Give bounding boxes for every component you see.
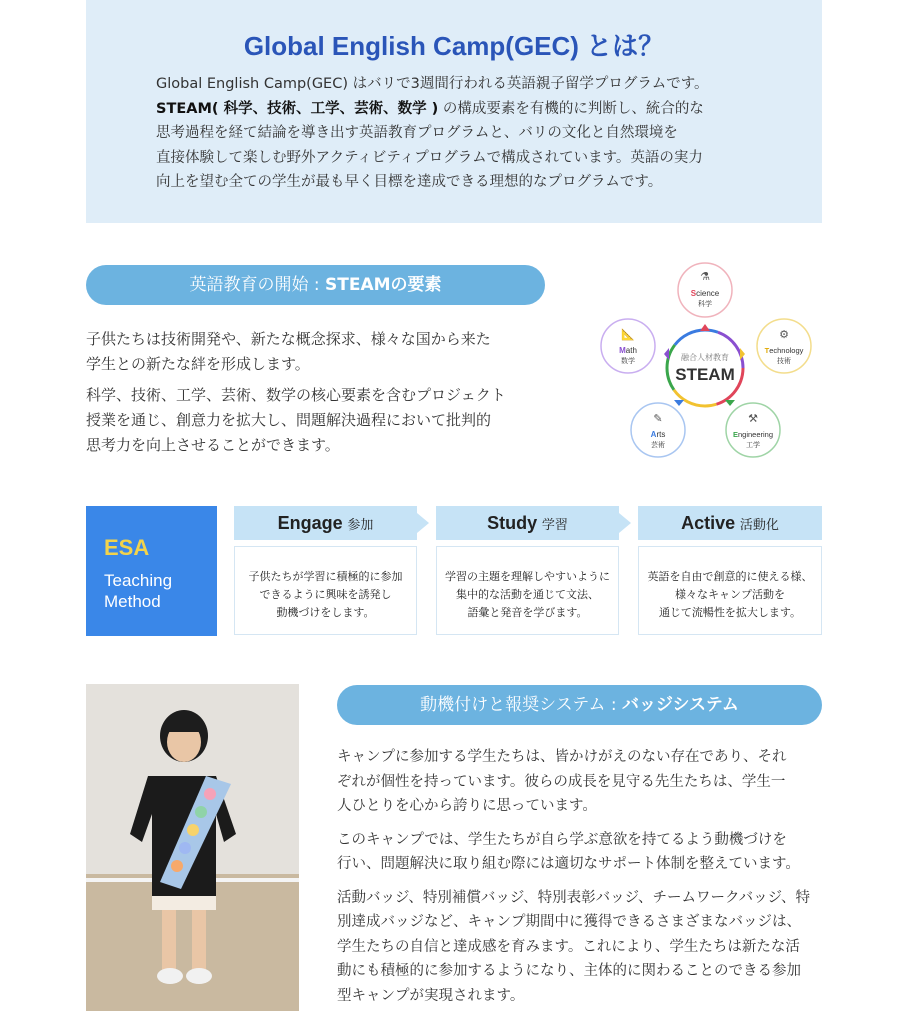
- pointer-triangle: [700, 324, 710, 331]
- child-illustration: [86, 684, 299, 1011]
- text-line: 動にも積極的に参加するようになり、主体的に関わることのできる参加: [337, 963, 801, 979]
- text-line: 学生との新たな絆を形成します。: [86, 355, 310, 373]
- intro-line: 直接体験して楽しむ野外アクティビティプログラムで構成されています。英語の実力: [156, 149, 703, 166]
- intro-line: 思考過程を経て結論を導き出す英語教育プログラムと、バリの文化と自然環境を: [156, 125, 678, 141]
- text-line: 子供たちは技術開発や、新たな概念探求、様々な国から来た: [86, 330, 491, 348]
- steam-section-heading: [86, 265, 545, 305]
- intro-title: Global English Camp(GEC) とは？: [243, 31, 665, 61]
- science-node: [678, 263, 732, 317]
- center-small-label: 融合人材教育: [681, 353, 729, 362]
- node-label: Math: [619, 346, 637, 355]
- text-line: ぞれが個性を持っています。彼らの成長を見守る先生たちは、学生一: [337, 773, 786, 790]
- intro-line-rest: の構成要素を有機的に判断し、統合的な: [438, 100, 704, 117]
- badge-section-heading: [337, 685, 822, 725]
- text-line: キャンプに参加する学生たちは、皆かけがえのない存在であり、それ: [337, 749, 787, 765]
- stage-active-body: [638, 546, 822, 635]
- stage-study-header: [436, 506, 619, 540]
- esa-sub-line: Teaching: [104, 571, 173, 590]
- node-label: Technology: [764, 346, 804, 355]
- steam-paragraph: [86, 327, 556, 377]
- esa-subtitle: [104, 570, 172, 612]
- text-line: 学生たちの自信と達成感を育みます。これにより、学生たちは新たな活: [337, 938, 800, 955]
- stage-engage-body: [234, 546, 417, 635]
- text-line: 別達成バッジなど、キャンプ期間中に獲得できるさまざまなバッジは、: [337, 914, 801, 930]
- stage-jp: 学習: [541, 518, 568, 533]
- stage-active-header: [638, 506, 822, 540]
- text-line: このキャンプでは、学生たちが自ら学ぶ意欲を持てるよう動機づけを: [337, 831, 787, 848]
- arts-node: [631, 403, 685, 457]
- text-line: 思考力を向上させることができます。: [86, 436, 340, 454]
- stage-line: 動機づけをします。: [276, 606, 375, 619]
- heading-bold: バッジシステム: [621, 695, 739, 715]
- arrow-icon: [619, 513, 631, 533]
- stage-line: 通じて流暢性を拡大します。: [658, 606, 802, 619]
- heading-bold: STEAMの要素: [325, 275, 442, 295]
- steam-description: [86, 327, 556, 464]
- steam-bold-text: STEAM( 科学、技術、工学、芸術、数学 ): [156, 100, 439, 117]
- steam-paragraph: [86, 383, 556, 458]
- stage-en: Active: [681, 513, 736, 533]
- node-label: Science: [690, 289, 720, 298]
- intro-paragraph: [156, 72, 756, 195]
- intro-section: [86, 0, 822, 223]
- heading-plain: 英語教育の開始 :: [189, 275, 325, 295]
- stage-line: 子供たちが学習に積極的に参加: [248, 570, 403, 583]
- engineering-node: [726, 403, 780, 457]
- stage-study-body: [436, 546, 619, 635]
- node-jp: 工学: [746, 441, 760, 449]
- text-line: 型キャンプが実現されます。: [337, 987, 525, 1004]
- intro-line: [156, 97, 756, 122]
- palette-icon: ✎: [653, 412, 663, 425]
- robot-icon: ⚙: [779, 328, 789, 341]
- arrow-icon: [417, 513, 429, 533]
- machine-icon: ⚒: [748, 412, 758, 425]
- stage-en: Study: [487, 513, 538, 533]
- intro-line: Global English Camp(GEC) はバリで3週間行われる英語親子留学プログラムです。: [156, 76, 709, 92]
- esa-box: [86, 506, 217, 636]
- node-label: Arts: [650, 430, 666, 439]
- stage-line: 英語を自由で創意的に使える様、: [647, 570, 813, 583]
- esa-sub-line: Method: [104, 592, 161, 611]
- text-line: 科学、技術、工学、芸術、数学の核心要素を含むプロジェクト: [86, 386, 506, 404]
- text-line: 授業を通じ、創意力を拡大し、問題解決過程において批判的: [86, 411, 492, 429]
- stage-en: Engage: [277, 513, 343, 533]
- center-big-label: STEAM: [675, 365, 735, 384]
- pointer-triangle: [725, 400, 735, 406]
- esa-title: ESA: [104, 535, 150, 560]
- heading-plain: 動機付けと報奨システム :: [420, 695, 622, 715]
- text-line: 行い、問題解決に取り組む際には適切なサポート体制を整えています。: [337, 856, 800, 872]
- pointer-triangle: [664, 348, 669, 360]
- stage-line: 学習の主題を理解しやすいように: [445, 570, 610, 583]
- pointer-triangle: [674, 400, 684, 406]
- stage-line: できるように興味を誘発し: [259, 588, 392, 601]
- steam-diagram: [595, 258, 820, 463]
- stage-line: 集中的な活動を通じて文法、: [456, 588, 599, 601]
- ruler-icon: 📐: [621, 328, 635, 341]
- math-node: [601, 319, 655, 373]
- node-jp: 芸術: [651, 441, 665, 449]
- technology-node: [757, 319, 811, 373]
- intro-line: 向上を望む全ての学生が最も早く目標を達成できる理想的なプログラムです。: [156, 174, 663, 190]
- stage-jp: 参加: [347, 518, 374, 533]
- flask-icon: ⚗: [700, 270, 710, 283]
- text-line: 人ひとりを心から誇りに思っています。: [337, 798, 597, 814]
- node-jp: 数学: [621, 357, 635, 365]
- badge-paragraph: [337, 886, 827, 1009]
- stage-engage-header: [234, 506, 417, 540]
- child-photo: [86, 684, 299, 1011]
- badge-paragraph: [337, 828, 827, 877]
- badge-description: [337, 745, 827, 1017]
- stage-line: 語彙と発音を学びます。: [467, 606, 588, 619]
- node-jp: 科学: [698, 300, 712, 308]
- steam-diagram-svg: [595, 258, 820, 463]
- stage-line: 様々なキャンプ活動を: [675, 588, 785, 601]
- stage-jp: 活動化: [739, 518, 779, 533]
- node-jp: 技術: [777, 357, 791, 365]
- node-label: Engineering: [732, 430, 774, 439]
- text-line: 活動バッジ、特別補償バッジ、特別表彰バッジ、チームワークバッジ、特: [337, 889, 810, 906]
- badge-paragraph: [337, 745, 827, 819]
